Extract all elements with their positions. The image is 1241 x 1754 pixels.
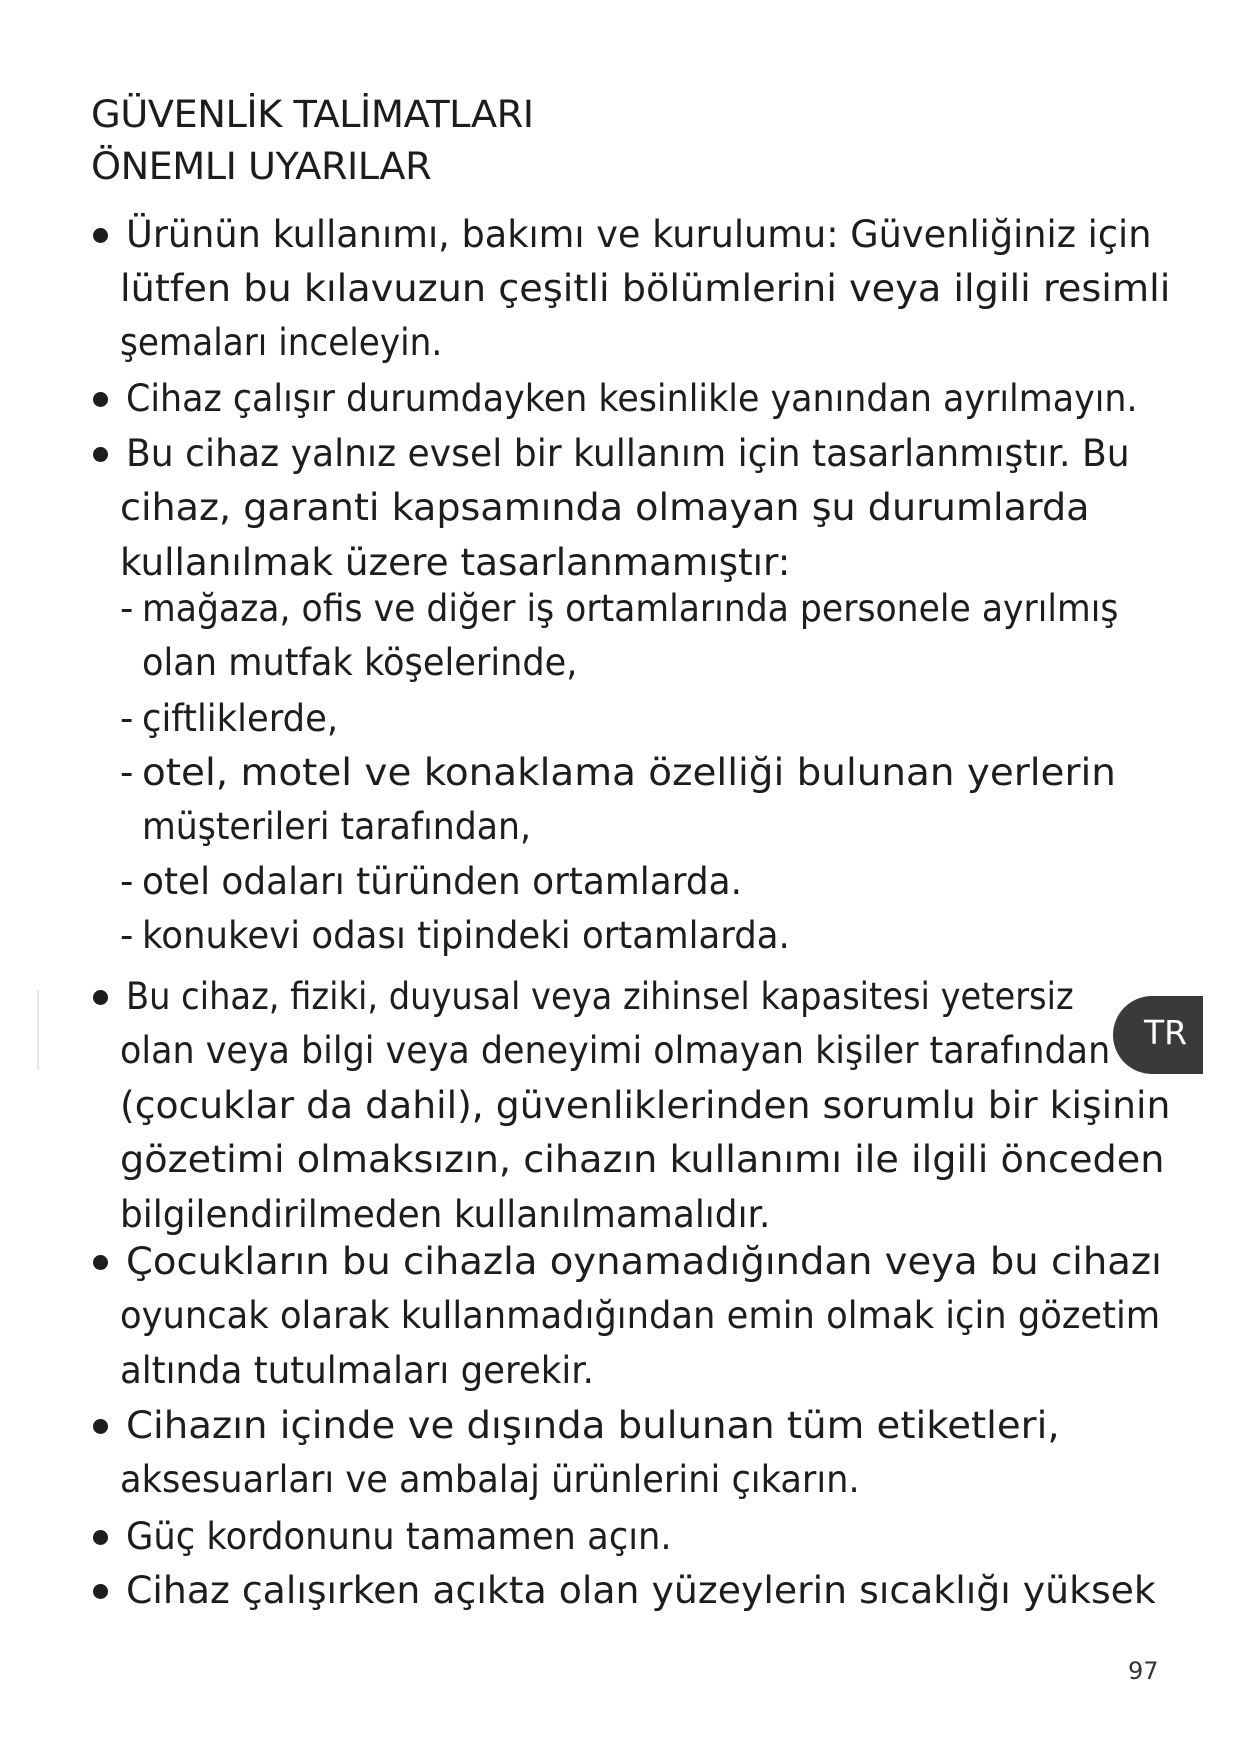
page-number: 97 (1128, 1657, 1159, 1685)
body-line: lütfen bu kılavuzun çeşitli bölümlerini veya ilgili resimli (120, 267, 1171, 310)
body-line: kullanılmak üzere tasarlanmamıştır: (120, 541, 791, 584)
body-line: gözetimi olmaksızın, cihazın kullanımı ile ilgili önceden (120, 1138, 1165, 1181)
language-tab-label: TR (1144, 1013, 1188, 1052)
body-line: olan mutfak köşelerinde, (142, 641, 578, 684)
bullet-icon (93, 990, 108, 1005)
body-line: olan veya bilgi veya deneyimi olmayan kişiler tarafından (120, 1029, 1111, 1072)
body-line: otel, motel ve konaklama özelliği bulunan yerlerin (142, 751, 1116, 794)
dash-marker: - (120, 587, 134, 630)
body-line: konukevi odası tipindeki ortamlarda. (142, 914, 790, 957)
bullet-icon (93, 1255, 108, 1270)
body-line: Çocukların bu cihazla oynamadığından veya bu cihazı (126, 1240, 1162, 1283)
body-line: mağaza, ofis ve diğer iş ortamlarında personele ayrılmış (142, 587, 1119, 630)
dash-marker: - (120, 751, 134, 794)
bullet-icon (93, 392, 108, 407)
bullet-icon (93, 1530, 108, 1545)
body-line: Bu cihaz yalnız evsel bir kullanım için tasarlanmıştır. Bu (126, 432, 1130, 475)
body-line: Cihaz çalışır durumdayken kesinlikle yanından ayrılmayın. (126, 377, 1138, 420)
body-line: oyuncak olarak kullanmadığından emin olmak için gözetim (120, 1294, 1161, 1337)
dash-marker: - (120, 860, 134, 903)
body-line: Güç kordonunu tamamen açın. (126, 1515, 672, 1558)
section-subtitle: ÖNEMLI UYARILAR (91, 145, 432, 188)
dash-marker: - (120, 697, 134, 740)
margin-mark (37, 990, 39, 1070)
bullet-icon (93, 1584, 108, 1599)
body-line: (çocuklar da dahil), güvenliklerinden sorumlu bir kişinin (120, 1084, 1171, 1127)
body-line: şemaları inceleyin. (120, 321, 443, 364)
body-line: altında tutulmaları gerekir. (120, 1349, 594, 1392)
body-line: Cihaz çalışırken açıkta olan yüzeylerin sıcaklığı yüksek (126, 1569, 1156, 1612)
body-line: otel odaları türünden ortamlarda. (142, 860, 742, 903)
body-line: aksesuarları ve ambalaj ürünlerini çıkarın. (120, 1458, 860, 1501)
body-line: çiftliklerde, (142, 697, 339, 740)
section-title: GÜVENLİK TALİMATLARI (91, 93, 534, 136)
bullet-icon (93, 1419, 108, 1434)
bullet-icon (93, 228, 108, 243)
body-line: müşterileri tarafından, (142, 805, 532, 848)
body-line: cihaz, garanti kapsamında olmayan şu durumlarda (120, 486, 1090, 529)
body-line: Cihazın içinde ve dışında bulunan tüm etiketleri, (126, 1404, 1060, 1447)
body-line: Bu cihaz, fiziki, duyusal veya zihinsel kapasitesi yetersiz (126, 975, 1074, 1018)
body-line: Ürünün kullanımı, bakımı ve kurulumu: Güvenliğiniz için (126, 213, 1152, 256)
bullet-icon (93, 447, 108, 462)
dash-marker: - (120, 914, 134, 957)
body-line: bilgilendirilmeden kullanılmamalıdır. (120, 1193, 771, 1236)
